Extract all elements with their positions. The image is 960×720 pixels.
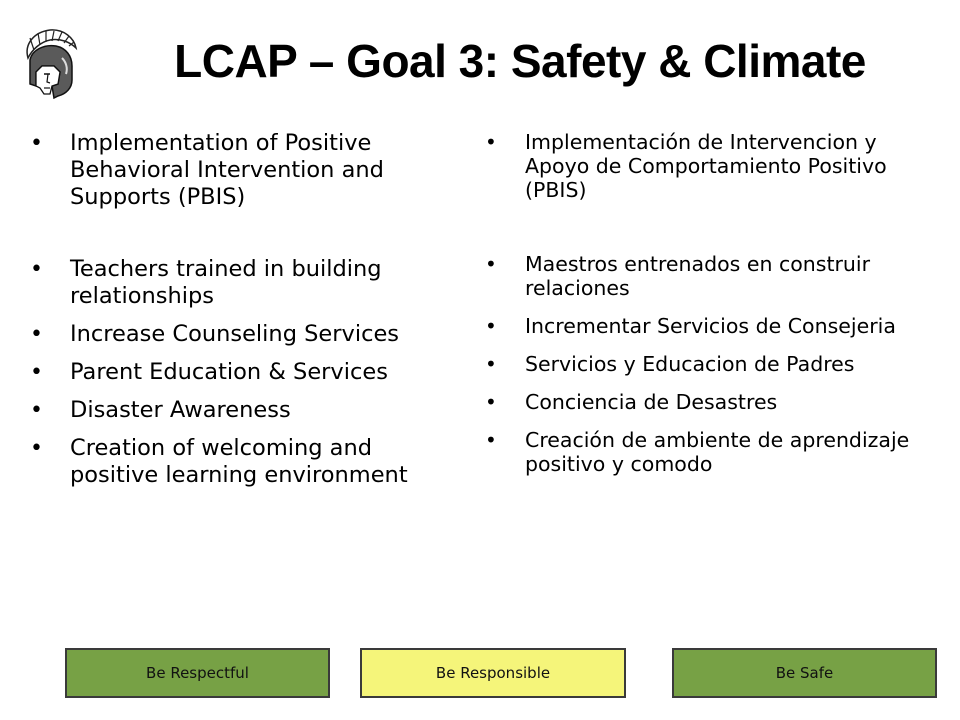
be-respectful-button[interactable]: Be Respectful xyxy=(65,648,330,698)
list-item: • Disaster Awareness xyxy=(30,397,455,424)
spartan-helmet-icon xyxy=(14,28,80,102)
spanish-bullet-list xyxy=(485,130,925,476)
list-item: • Implementación de Intervencion y Apoyo de Comportamiento Positivo (PBIS) xyxy=(485,130,925,202)
list-item: • Servicios y Educacion de Padres xyxy=(485,352,925,376)
be-responsible-button[interactable]: Be Responsible xyxy=(360,648,626,698)
list-item: • Creation of welcoming and positive learning environment xyxy=(30,435,455,489)
list-item: • Maestros entrenados en construir relaciones xyxy=(485,252,925,300)
english-bullet-list xyxy=(30,130,455,489)
list-item: • Parent Education & Services xyxy=(30,359,455,386)
list-item: • Implementation of Positive Behavioral Intervention and Supports (PBIS) xyxy=(30,130,455,211)
spanish-column xyxy=(485,130,925,490)
english-column xyxy=(30,130,455,500)
page-title: LCAP – Goal 3: Safety & Climate xyxy=(174,35,866,87)
list-item: • Conciencia de Desastres xyxy=(485,390,925,414)
list-item: • Increase Counseling Services xyxy=(30,321,455,348)
list-item: • Creación de ambiente de aprendizaje positivo y comodo xyxy=(485,428,925,476)
list-item: • Incrementar Servicios de Consejeria xyxy=(485,314,925,338)
list-item: • Teachers trained in building relationships xyxy=(30,256,455,310)
be-safe-button[interactable]: Be Safe xyxy=(672,648,937,698)
